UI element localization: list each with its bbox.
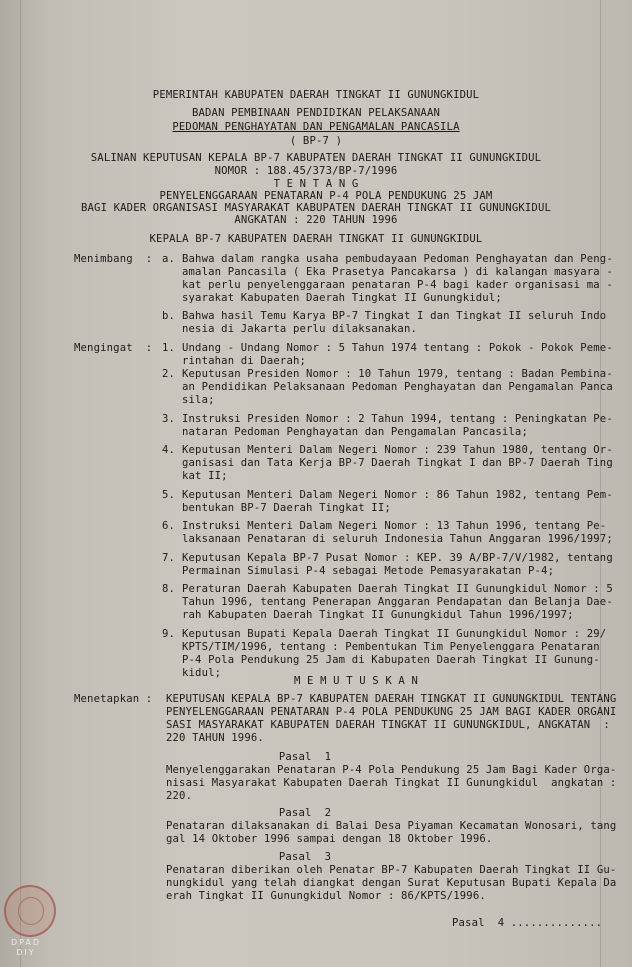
- mengingat-item-line: bentukan BP-7 Daerah Tingkat II;: [182, 502, 391, 514]
- memutuskan-heading: M E M U T U S K A N: [293, 675, 419, 687]
- menimbang-b-line: nesia di Jakarta perlu dilaksanakan.: [182, 323, 418, 335]
- mengingat-item-line: Permainan Simulasi P-4 sebagai Metode Pemasyarakatan P-4;: [182, 565, 555, 577]
- mengingat-item-line: sila;: [182, 394, 215, 406]
- menimbang-b-line: Bahwa hasil Temu Karya BP-7 Tingkat I dan Tingkat II seluruh Indo: [182, 310, 607, 322]
- mengingat-item-num: 9.: [162, 628, 176, 640]
- mengingat-item-num: 3.: [162, 413, 176, 425]
- header-line-2: BADAN PEMBINAAN PENDIDIKAN PELAKSANAAN: [191, 107, 441, 119]
- pasal-1-line: Menyelenggarakan Penataran P-4 Pola Pendukung 25 Jam Bagi Kader Orga-: [166, 764, 617, 776]
- pasal-2-line: gal 14 Oktober 1996 sampai dengan 18 Oktober 1996.: [166, 833, 493, 845]
- menimbang-a-line: Bahwa dalam rangka usaha pembudayaan Pedoman Penghayatan dan Peng-: [182, 253, 613, 265]
- menetapkan-line: PENYELENGGARAAN PENATARAN P-4 POLA PENDUKUNG 25 JAM BAGI KADER ORGANI: [166, 706, 617, 718]
- archive-stamp-label: DPAD DIY: [10, 938, 42, 957]
- menetapkan-line: SASI MASYARAKAT KABUPATEN DAERAH TINGKAT II GUNUNGKIDUL, ANGKATAN :: [166, 719, 610, 731]
- mengingat-item-num: 4.: [162, 444, 176, 456]
- mengingat-item-line: kat II;: [182, 470, 228, 482]
- mengingat-item-line: Tahun 1996, tentang Penerapan Anggaran Pendapatan dan Belanja Dae-: [182, 596, 613, 608]
- menimbang-a-line: amalan Pancasila ( Eka Prasetya Pancakarsa ) di kalangan masyara -: [182, 266, 613, 278]
- mengingat-item-line: laksanaan Penataran di seluruh Indonesia Tahun Anggaran 1996/1997;: [182, 533, 613, 545]
- mengingat-item-line: Keputusan Kepala BP-7 Pusat Nomor : KEP. 39 A/BP-7/V/1982, tentang: [182, 552, 613, 564]
- pasal-3-line: nungkidul yang telah diangkat dengan Surat Keputusan Bupati Kepala Da: [166, 877, 617, 889]
- pasal-2-title: Pasal 2: [278, 807, 332, 819]
- mengingat-item-line: Instruksi Menteri Dalam Negeri Nomor : 13 Tahun 1996, tentang Pe-: [182, 520, 607, 532]
- mengingat-item-line: Peraturan Daerah Kabupaten Daerah Tingkat II Gunungkidul Nomor : 5: [182, 583, 613, 595]
- mengingat-item-line: rintahan di Daerah;: [182, 355, 307, 367]
- mengingat-item-line: Keputusan Presiden Nomor : 10 Tahun 1979, tentang : Badan Pembina-: [182, 368, 613, 380]
- pasal-3-line: Penataran diberikan oleh Penatar BP-7 Kabupaten Daerah Tingkat II Gu-: [166, 864, 617, 876]
- pasal-3-line: erah Tingkat II Gunungkidul Nomor : 86/KPTS/1996.: [166, 890, 486, 902]
- mengingat-item-num: 5.: [162, 489, 176, 501]
- menimbang-a-line: kat perlu penyelenggaraan penataran P-4 bagi kader organisasi ma -: [182, 279, 613, 291]
- title-line-6: ANGKATAN : 220 TAHUN 1996: [234, 214, 398, 226]
- mengingat-item-line: Undang - Undang Nomor : 5 Tahun 1974 tentang : Pokok - Pokok Peme-: [182, 342, 613, 354]
- mengingat-item-line: Keputusan Bupati Kepala Daerah Tingkat II Gunungkidul Nomor : 29/: [182, 628, 607, 640]
- pasal-3-title: Pasal 3: [278, 851, 332, 863]
- mengingat-item-num: 8.: [162, 583, 176, 595]
- pasal-2-line: Penataran dilaksanakan di Balai Desa Piyaman Kecamatan Wonosari, tang: [166, 820, 617, 832]
- title-tentang: T E N T A N G: [273, 178, 359, 190]
- mengingat-item-line: an Pendidikan Pelaksanaan Pedoman Penghayatan dan Pengamalan Panca: [182, 381, 613, 393]
- mengingat-item-line: Keputusan Menteri Dalam Negeri Nomor : 239 Tahun 1980, tentang Or-: [182, 444, 613, 456]
- title-number: NOMOR : 188.45/373/BP-7/1996: [214, 165, 398, 177]
- mengingat-item-line: Instruksi Presiden Nomor : 2 Tahun 1994, tentang : Peningkatan Pe-: [182, 413, 613, 425]
- pasal-1-line: 220.: [166, 790, 193, 802]
- mengingat-item-line: KPTS/TIM/1996, tentang : Pembentukan Tim Penyelenggara Penataran: [182, 641, 600, 653]
- archive-stamp: [4, 885, 56, 937]
- title-line-4: PENYELENGGARAAN PENATARAN P-4 POLA PENDUKUNG 25 JAM: [159, 190, 493, 202]
- menimbang-a-line: syarakat Kabupaten Daerah Tingkat II Gunungkidul;: [182, 292, 502, 304]
- title-line-1: SALINAN KEPUTUSAN KEPALA BP-7 KABUPATEN DAERAH TINGKAT II GUNUNGKIDUL: [90, 152, 542, 164]
- header-line-1: PEMERINTAH KABUPATEN DAERAH TINGKAT II GUNUNGKIDUL: [152, 89, 480, 101]
- mengingat-item-num: 1.: [162, 342, 176, 354]
- mengingat-item-line: Keputusan Menteri Dalam Negeri Nomor : 86 Tahun 1982, tentang Pem-: [182, 489, 613, 501]
- pasal-1-line: nisasi Masyarakat Kabupaten Daerah Tingkat II Gunungkidul angkatan :: [166, 777, 617, 789]
- mengingat-item-num: 2.: [162, 368, 176, 380]
- mengingat-item-line: nataran Pedoman Penghayatan dan Pengamalan Pancasila;: [182, 426, 528, 438]
- menimbang-b-num: b.: [162, 310, 176, 322]
- header-line-3: PEDOMAN PENGHAYATAN DAN PENGAMALAN PANCASILA: [172, 121, 460, 133]
- menimbang-label: Menimbang :: [74, 253, 153, 265]
- mengingat-item-line: P-4 Pola Pendukung 25 Jam di Kabupaten Daerah Tingkat II Gunung-: [182, 654, 600, 666]
- menetapkan-line: 220 TAHUN 1996.: [166, 732, 264, 744]
- mengingat-item-num: 7.: [162, 552, 176, 564]
- header-line-4: ( BP-7 ): [289, 135, 343, 147]
- mengingat-item-line: ganisasi dan Tata Kerja BP-7 Daerah Tingkat I dan BP-7 Daerah Ting: [182, 457, 613, 469]
- menetapkan-label: Menetapkan :: [74, 693, 153, 705]
- mengingat-label: Mengingat :: [74, 342, 153, 354]
- title-line-7: KEPALA BP-7 KABUPATEN DAERAH TINGKAT II GUNUNGKIDUL: [149, 233, 483, 245]
- mengingat-item-line: kidul;: [182, 667, 222, 679]
- menimbang-a-num: a.: [162, 253, 176, 265]
- pasal-1-title: Pasal 1: [278, 751, 332, 763]
- menetapkan-line: KEPUTUSAN KEPALA BP-7 KABUPATEN DAERAH TINGKAT II GUNUNGKIDUL TENTANG: [166, 693, 617, 705]
- mengingat-item-line: rah Kabupaten Daerah Tingkat II Gunungkidul Tahun 1996/1997;: [182, 609, 574, 621]
- mengingat-item-num: 6.: [162, 520, 176, 532]
- next-page-indicator: Pasal 4 ..............: [452, 917, 603, 929]
- title-line-5: BAGI KADER ORGANISASI MASYARAKAT KABUPATEN DAERAH TINGKAT II GUNUNGKIDUL: [80, 202, 551, 214]
